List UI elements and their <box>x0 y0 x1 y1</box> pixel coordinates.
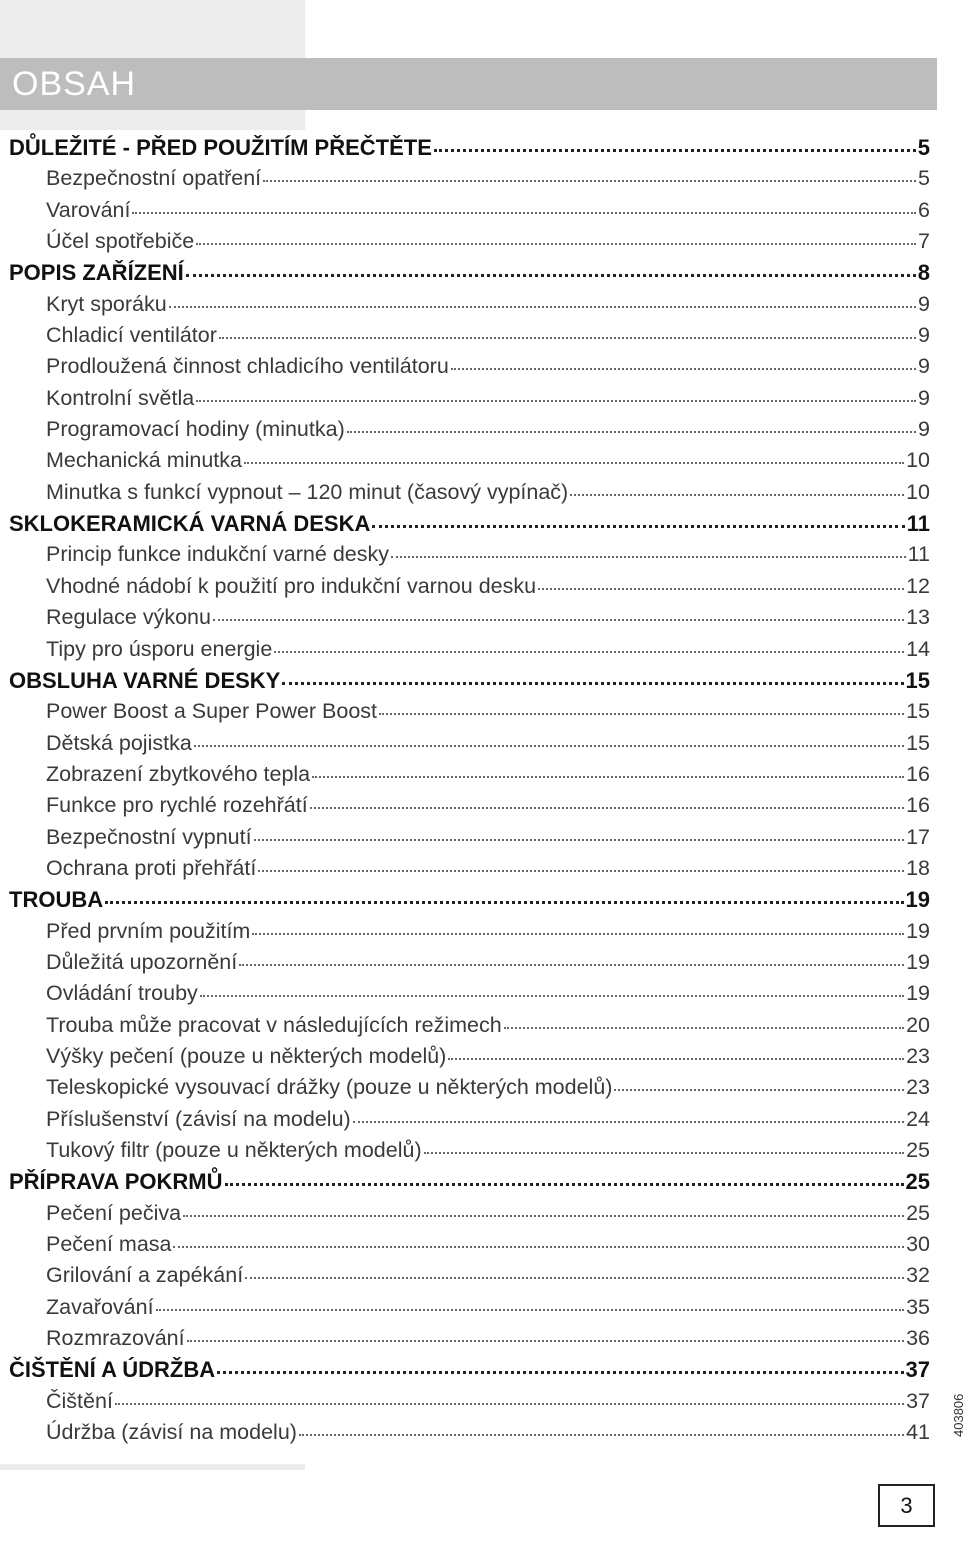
toc-dot-leader <box>504 1027 904 1029</box>
toc-dot-leader <box>219 337 916 339</box>
toc-dot-leader <box>274 651 904 653</box>
toc-entry-page: 6 <box>918 197 930 222</box>
toc-subsection-entry[interactable] <box>0 480 937 511</box>
toc-dot-leader <box>169 306 916 308</box>
toc-entry-label: Varování <box>46 197 131 222</box>
toc-dot-leader <box>187 1340 904 1342</box>
toc-dot-leader <box>186 274 916 277</box>
toc-entry-label: Bezpečnostní opatření <box>46 166 262 191</box>
toc-dot-leader <box>353 1121 904 1123</box>
toc-entry-label: Power Boost a Super Power Boost <box>46 699 378 724</box>
toc-subsection-entry[interactable] <box>0 198 937 229</box>
toc-entry-label: Grilování a zapékání <box>46 1263 244 1288</box>
toc-section-entry[interactable] <box>0 668 937 699</box>
toc-entry-page: 20 <box>906 1012 930 1037</box>
toc-entry-page: 10 <box>906 479 930 504</box>
toc-subsection-entry[interactable] <box>0 699 937 730</box>
toc-subsection-entry[interactable] <box>0 323 937 354</box>
toc-entry-label: Prodloužená činnost chladicího ventilátoru <box>46 354 449 379</box>
toc-dot-leader <box>217 1371 903 1374</box>
toc-subsection-entry[interactable] <box>0 417 937 448</box>
toc-dot-leader <box>372 525 904 528</box>
toc-entry-page: 41 <box>906 1420 930 1445</box>
toc-entry-page: 30 <box>906 1232 930 1257</box>
toc-dot-leader <box>244 462 904 464</box>
toc-subsection-entry[interactable] <box>0 386 937 417</box>
toc-dot-leader <box>239 964 904 966</box>
toc-entry-page: 9 <box>918 417 930 442</box>
toc-entry-page: 11 <box>906 511 930 537</box>
toc-entry-page: 19 <box>906 949 930 974</box>
toc-entry-page: 24 <box>906 1106 930 1131</box>
toc-subsection-entry[interactable] <box>0 919 937 950</box>
toc-entry-label: Trouba může pracovat v následujících režimech <box>46 1012 502 1037</box>
toc-dot-leader <box>451 368 916 370</box>
table-of-contents <box>0 130 937 1464</box>
toc-entry-label: Chladicí ventilátor <box>46 323 217 348</box>
toc-entry-page: 15 <box>906 730 930 755</box>
toc-subsection-entry[interactable] <box>0 1263 937 1294</box>
toc-dot-leader <box>258 870 904 872</box>
toc-dot-leader <box>312 776 904 778</box>
toc-list <box>0 135 937 1451</box>
toc-section-entry[interactable] <box>0 887 937 918</box>
toc-entry-label: Regulace výkonu <box>46 605 211 630</box>
toc-subsection-entry[interactable] <box>0 950 937 981</box>
toc-section-entry[interactable] <box>0 260 937 291</box>
toc-subsection-entry[interactable] <box>0 1420 937 1451</box>
toc-entry-label: POPIS ZAŘÍZENÍ <box>9 260 184 286</box>
toc-dot-leader <box>115 1403 904 1405</box>
toc-dot-leader <box>614 1089 904 1091</box>
toc-dot-leader <box>196 243 916 245</box>
toc-entry-label: Princip funkce indukční varné desky <box>46 542 389 567</box>
toc-subsection-entry[interactable] <box>0 981 937 1012</box>
toc-subsection-entry[interactable] <box>0 292 937 323</box>
toc-entry-page: 36 <box>906 1326 930 1351</box>
toc-dot-leader <box>252 933 904 935</box>
toc-subsection-entry[interactable] <box>0 1013 937 1044</box>
toc-dot-leader <box>105 901 903 904</box>
toc-entry-page: 7 <box>918 229 930 254</box>
toc-entry-page: 25 <box>906 1138 930 1162</box>
toc-entry-page: 13 <box>906 605 930 630</box>
toc-dot-leader <box>194 745 904 747</box>
toc-entry-label: Údržba (závisí na modelu) <box>46 1420 297 1445</box>
toc-entry-label: Zavařování <box>46 1294 154 1319</box>
toc-dot-leader <box>538 588 904 590</box>
toc-entry-label: Ovládání trouby <box>46 981 198 1006</box>
toc-subsection-entry[interactable] <box>0 1389 937 1420</box>
toc-entry-label: Tukový filtr (pouze u některých modelů) <box>46 1138 422 1162</box>
toc-entry-label: Teleskopické vysouvací drážky (pouze u některých modelů) <box>46 1075 613 1100</box>
toc-subsection-entry[interactable] <box>0 1232 937 1263</box>
toc-section-entry[interactable] <box>0 135 937 166</box>
toc-dot-leader <box>391 556 906 558</box>
toc-entry-page: 23 <box>906 1075 930 1100</box>
toc-subsection-entry[interactable] <box>0 448 937 479</box>
toc-subsection-entry[interactable] <box>0 1075 937 1106</box>
toc-dot-leader <box>347 431 916 433</box>
toc-entry-label: ČIŠTĚNÍ A ÚDRŽBA <box>9 1357 216 1383</box>
toc-subsection-entry[interactable] <box>0 354 937 385</box>
toc-subsection-entry[interactable] <box>0 856 937 887</box>
toc-subsection-entry[interactable] <box>0 731 937 762</box>
toc-entry-label: Příslušenství (závisí na modelu) <box>46 1106 351 1131</box>
toc-entry-label: Kryt sporáku <box>46 291 167 316</box>
toc-entry-page: 16 <box>906 793 930 818</box>
toc-dot-leader <box>570 494 904 496</box>
toc-entry-page: 19 <box>906 981 930 1006</box>
toc-entry-label: Výšky pečení (pouze u některých modelů) <box>46 1043 447 1068</box>
toc-dot-leader <box>379 713 904 715</box>
toc-entry-page: 10 <box>906 448 930 473</box>
toc-entry-label: OBSLUHA VARNÉ DESKY <box>9 667 281 693</box>
document-code: 403806 <box>951 1393 966 1437</box>
toc-entry-page: 11 <box>907 542 930 567</box>
toc-entry-page: 9 <box>918 323 930 348</box>
toc-entry-page: 12 <box>906 573 930 598</box>
toc-entry-label: Funkce pro rychlé rozehřátí <box>46 793 308 818</box>
title-bar <box>0 58 937 110</box>
toc-dot-leader <box>213 619 904 621</box>
toc-dot-leader <box>282 682 903 685</box>
toc-entry-page: 25 <box>905 1169 930 1195</box>
toc-dot-leader <box>173 1246 904 1248</box>
toc-entry-label: SKLOKERAMICKÁ VARNÁ DESKA <box>9 511 371 537</box>
toc-entry-label: Důležitá upozornění <box>46 949 238 974</box>
toc-entry-label: TROUBA <box>9 887 104 913</box>
toc-subsection-entry[interactable] <box>0 229 937 260</box>
toc-entry-page: 14 <box>906 636 930 661</box>
toc-entry-page: 15 <box>905 667 930 693</box>
toc-entry-label: Pečení pečiva <box>46 1200 182 1225</box>
toc-dot-leader <box>183 1215 904 1217</box>
toc-subsection-entry[interactable] <box>0 1044 937 1075</box>
toc-dot-leader <box>299 1434 904 1436</box>
toc-entry-page: 19 <box>905 887 930 913</box>
toc-entry-page: 9 <box>918 354 930 379</box>
toc-entry-page: 9 <box>918 385 930 410</box>
toc-section-entry[interactable] <box>0 511 937 542</box>
toc-entry-page: 25 <box>906 1200 930 1225</box>
page-title: OBSAH <box>12 65 137 103</box>
toc-dot-leader <box>434 149 916 152</box>
toc-dot-leader <box>132 212 916 214</box>
toc-subsection-entry[interactable] <box>0 1107 937 1138</box>
toc-entry-page: 15 <box>906 699 930 724</box>
toc-entry-label: DŮLEŽITÉ - PŘED POUŽITÍM PŘEČTĚTE <box>9 135 432 160</box>
toc-subsection-entry[interactable] <box>0 793 937 824</box>
toc-entry-label: Tipy pro úsporu energie <box>46 636 273 661</box>
toc-entry-page: 17 <box>906 824 930 849</box>
toc-subsection-entry[interactable] <box>0 605 937 636</box>
toc-entry-page: 23 <box>906 1043 930 1068</box>
toc-dot-leader <box>225 1183 904 1186</box>
toc-entry-label: Pečení masa <box>46 1232 172 1257</box>
toc-entry-label: Vhodné nádobí k použití pro indukční varnou desku <box>46 573 537 598</box>
toc-dot-leader <box>424 1152 904 1154</box>
toc-subsection-entry[interactable] <box>0 1138 937 1169</box>
toc-entry-label: Dětská pojistka <box>46 730 192 755</box>
toc-subsection-entry[interactable] <box>0 574 937 605</box>
toc-dot-leader <box>200 995 904 997</box>
toc-subsection-entry[interactable] <box>0 637 937 668</box>
toc-entry-page: 37 <box>905 1357 930 1383</box>
toc-entry-label: Ochrana proti přehřátí <box>46 855 257 880</box>
toc-subsection-entry[interactable] <box>0 762 937 793</box>
toc-entry-label: Rozmrazování <box>46 1326 185 1351</box>
toc-entry-label: Účel spotřebiče <box>46 229 195 254</box>
toc-dot-leader <box>196 400 916 402</box>
toc-dot-leader <box>156 1309 905 1311</box>
toc-entry-page: 32 <box>906 1263 930 1288</box>
toc-entry-label: PŘÍPRAVA POKRMŮ <box>9 1169 223 1195</box>
toc-subsection-entry[interactable] <box>0 1201 937 1232</box>
toc-entry-label: Před prvním použitím <box>46 918 251 943</box>
page-number: 3 <box>900 1492 913 1518</box>
toc-dot-leader <box>310 807 904 809</box>
toc-subsection-entry[interactable] <box>0 1326 937 1357</box>
toc-entry-label: Zobrazení zbytkového tepla <box>46 761 311 786</box>
page-number-box <box>878 1484 935 1527</box>
toc-subsection-entry[interactable] <box>0 542 937 573</box>
toc-entry-page: 37 <box>906 1388 930 1413</box>
toc-dot-leader <box>254 839 905 841</box>
toc-subsection-entry[interactable] <box>0 166 937 197</box>
toc-entry-page: 19 <box>906 918 930 943</box>
toc-dot-leader <box>263 180 916 182</box>
toc-entry-page: 35 <box>906 1294 930 1319</box>
toc-entry-label: Minutka s funkcí vypnout – 120 minut (časový vypínač) <box>46 479 569 504</box>
toc-subsection-entry[interactable] <box>0 825 937 856</box>
toc-section-entry[interactable] <box>0 1357 937 1388</box>
toc-entry-label: Programovací hodiny (minutka) <box>46 417 345 442</box>
toc-entry-label: Bezpečnostní vypnutí <box>46 824 252 849</box>
toc-entry-label: Čištění <box>46 1388 113 1413</box>
toc-dot-leader <box>448 1058 904 1060</box>
toc-entry-page: 16 <box>906 761 930 786</box>
toc-entry-label: Kontrolní světla <box>46 385 195 410</box>
toc-entry-label: Mechanická minutka <box>46 448 242 473</box>
toc-entry-page: 18 <box>906 855 930 880</box>
toc-entry-page: 9 <box>918 291 930 316</box>
toc-entry-page: 8 <box>917 260 930 286</box>
toc-section-entry[interactable] <box>0 1169 937 1200</box>
toc-entry-page: 5 <box>917 135 930 160</box>
toc-subsection-entry[interactable] <box>0 1295 937 1326</box>
toc-dot-leader <box>245 1277 904 1279</box>
toc-entry-page: 5 <box>918 166 930 191</box>
